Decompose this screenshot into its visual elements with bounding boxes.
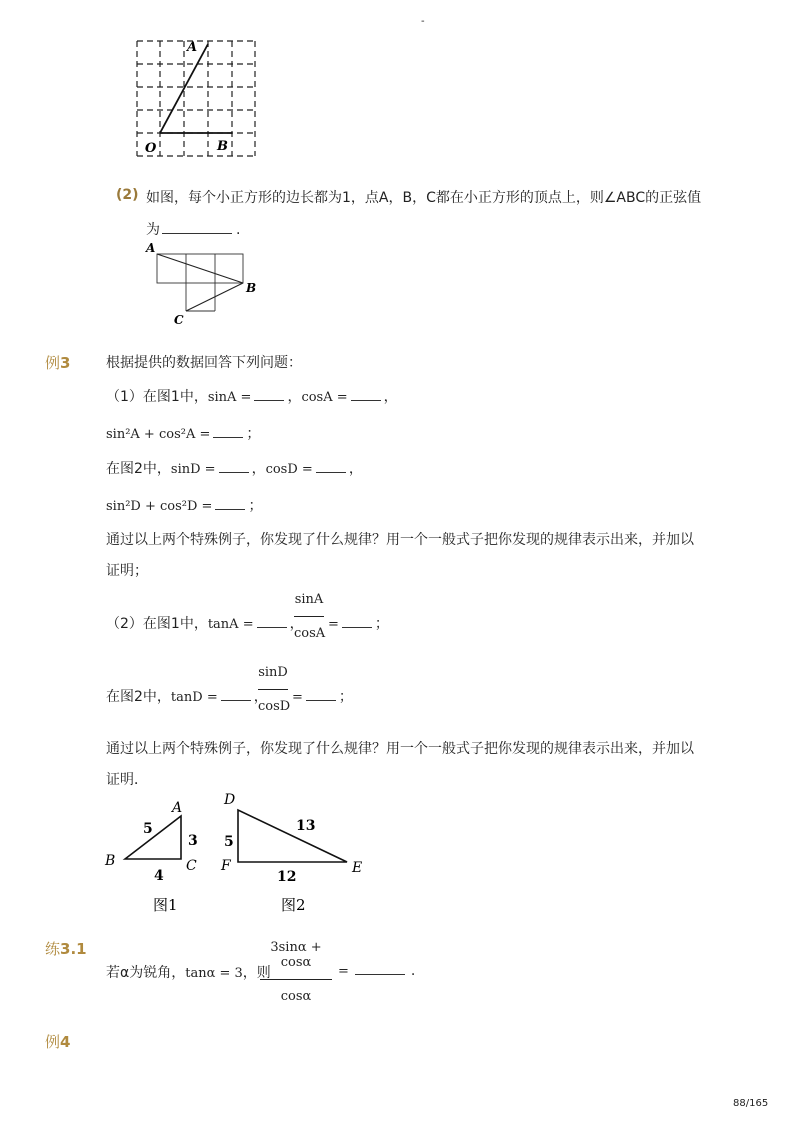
example-4-tag: 例4 — [45, 1033, 71, 1051]
t1-label-b: B — [105, 853, 116, 869]
question-number: (2) — [116, 187, 139, 203]
exercise-3-1-tag: 练3.1 — [45, 940, 87, 958]
triangle-1 — [125, 816, 181, 859]
t2-side-fe: 12 — [277, 869, 297, 885]
fraction-sinA-cosA: sinA cosA — [294, 592, 326, 641]
caption-figure-1: 图1 — [153, 896, 178, 914]
question-line-3: 通过以上两个特殊例子，你发现了什么规律？用一个一般式子把你发现的规律表示出来，并加以 — [106, 741, 694, 757]
t1-side-ac: 3 — [188, 833, 198, 849]
fraction-exercise: 3sinα + cosα cosα — [260, 940, 332, 1004]
t2-label-f: F — [221, 858, 231, 874]
fraction-sinD-cosD: sinD cosD — [258, 665, 291, 714]
header-dash: - — [421, 16, 425, 27]
grid-figure-1 — [125, 34, 265, 164]
t2-label-d: D — [224, 792, 236, 808]
label-b: B — [217, 139, 228, 154]
page-number: 88/165 — [733, 1098, 769, 1109]
part-2-line: （2）在图1中，tanA = ， — [106, 616, 304, 632]
sum-d-line: sin²D + cos²D = ； — [106, 498, 263, 514]
sum-a-line: sin²A + cos²A = ； — [106, 426, 261, 442]
label-b: B — [246, 281, 257, 295]
example-3-intro: 根据提供的数据回答下列问题： — [106, 355, 302, 371]
part-2-fig2-line: 在图2中，tanD = ， — [106, 689, 268, 705]
t2-side-de: 13 — [296, 818, 316, 834]
ray-oa — [160, 44, 208, 133]
question-2-line1: 如图，每个小正方形的边长都为1，点A，B，C都在小正方形的顶点上，则∠ABC的正弦值 — [146, 190, 702, 206]
triangle-2 — [238, 810, 347, 862]
caption-figure-2: 图2 — [281, 896, 306, 914]
t1-label-a: A — [172, 800, 183, 816]
label-a: A — [146, 241, 156, 255]
segment-ab — [157, 254, 243, 283]
t1-side-ab: 5 — [143, 821, 153, 837]
fig2-line: 在图2中，sinD = ，cosD = ， — [106, 461, 363, 477]
label-a: A — [187, 40, 198, 55]
part-1-line: （1）在图1中，sinA = ，cosA = ， — [106, 389, 398, 405]
question-line-2: 证明； — [106, 563, 148, 579]
question-line-1: 通过以上两个特殊例子，你发现了什么规律？用一个一般式子把你发现的规律表示出来，并加以 — [106, 532, 694, 548]
exercise-3-1-text: 若α为锐角，tanα = 3，则 — [106, 965, 271, 981]
question-2-line2: 为 . — [146, 222, 241, 238]
t1-label-c: C — [186, 858, 197, 874]
t2-side-df: 5 — [224, 834, 234, 850]
label-o: O — [145, 141, 157, 156]
segment-cb — [186, 283, 243, 311]
example-3-tag: 例3 — [45, 354, 71, 372]
triangles-figure — [100, 788, 375, 918]
label-c: C — [174, 313, 184, 327]
question-line-4: 证明． — [106, 772, 148, 788]
t1-side-bc: 4 — [154, 868, 164, 884]
answer-blank — [162, 221, 232, 234]
t2-label-e: E — [352, 860, 363, 876]
grid-figure-2 — [140, 240, 265, 330]
